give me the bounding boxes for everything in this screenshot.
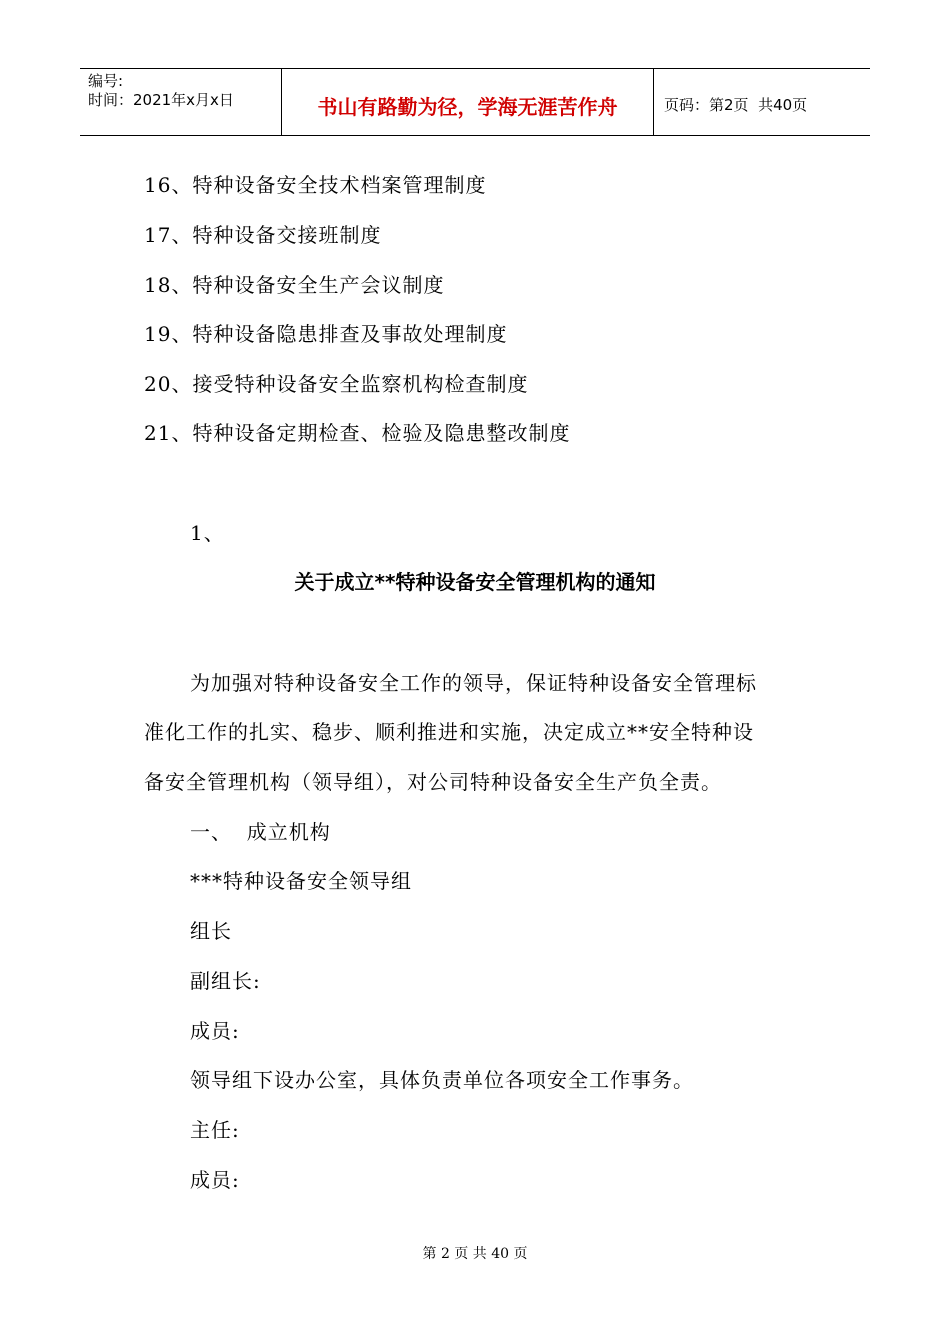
header-meta-cell <box>80 69 282 135</box>
page-footer: 第 2 页 共 40 页 <box>422 1246 528 1262</box>
header-motto: 书山有路勤为径，学海无涯苦作舟 <box>282 69 654 135</box>
section-heading: 一、 成立机构 <box>190 820 331 844</box>
list-item: 16、特种设备安全技术档案管理制度 <box>144 173 487 197</box>
group-name: ***特种设备安全领导组 <box>190 869 412 893</box>
list-item: 20、接受特种设备安全监察机构检查制度 <box>144 372 529 396</box>
leader-label: 组长 <box>190 919 232 943</box>
list-item: 21、特种设备定期检查、检验及隐患整改制度 <box>144 421 571 445</box>
header-page-info: 页码：第2页 共40页 <box>664 95 808 114</box>
office-members-label: 成员: <box>190 1168 240 1192</box>
deputy-leader-label: 副组长: <box>190 969 261 993</box>
office-note: 领导组下设办公室，具体负责单位各项安全工作事务。 <box>190 1068 694 1092</box>
header-time-label: 时间：2021年x月x日 <box>88 91 234 109</box>
members-label: 成员: <box>190 1019 240 1043</box>
paragraph-line: 准化工作的扎实、稳步、顺利推进和实施，决定成立**安全特种设 <box>144 720 754 744</box>
list-item: 19、特种设备隐患排查及事故处理制度 <box>144 322 508 346</box>
director-label: 主任: <box>190 1118 240 1142</box>
list-item: 17、特种设备交接班制度 <box>144 223 382 247</box>
section-number: 1、 <box>190 521 225 545</box>
header-page-cell <box>654 69 870 135</box>
paragraph-line: 备安全管理机构（领导组），对公司特种设备安全生产负全责。 <box>144 770 722 794</box>
notice-title: 关于成立**特种设备安全管理机构的通知 <box>294 570 656 594</box>
list-item: 18、特种设备安全生产会议制度 <box>144 273 445 297</box>
header-number-label: 编号: <box>88 72 124 90</box>
paragraph-line: 为加强对特种设备安全工作的领导，保证特种设备安全管理标 <box>190 671 757 695</box>
page-header <box>80 68 870 136</box>
